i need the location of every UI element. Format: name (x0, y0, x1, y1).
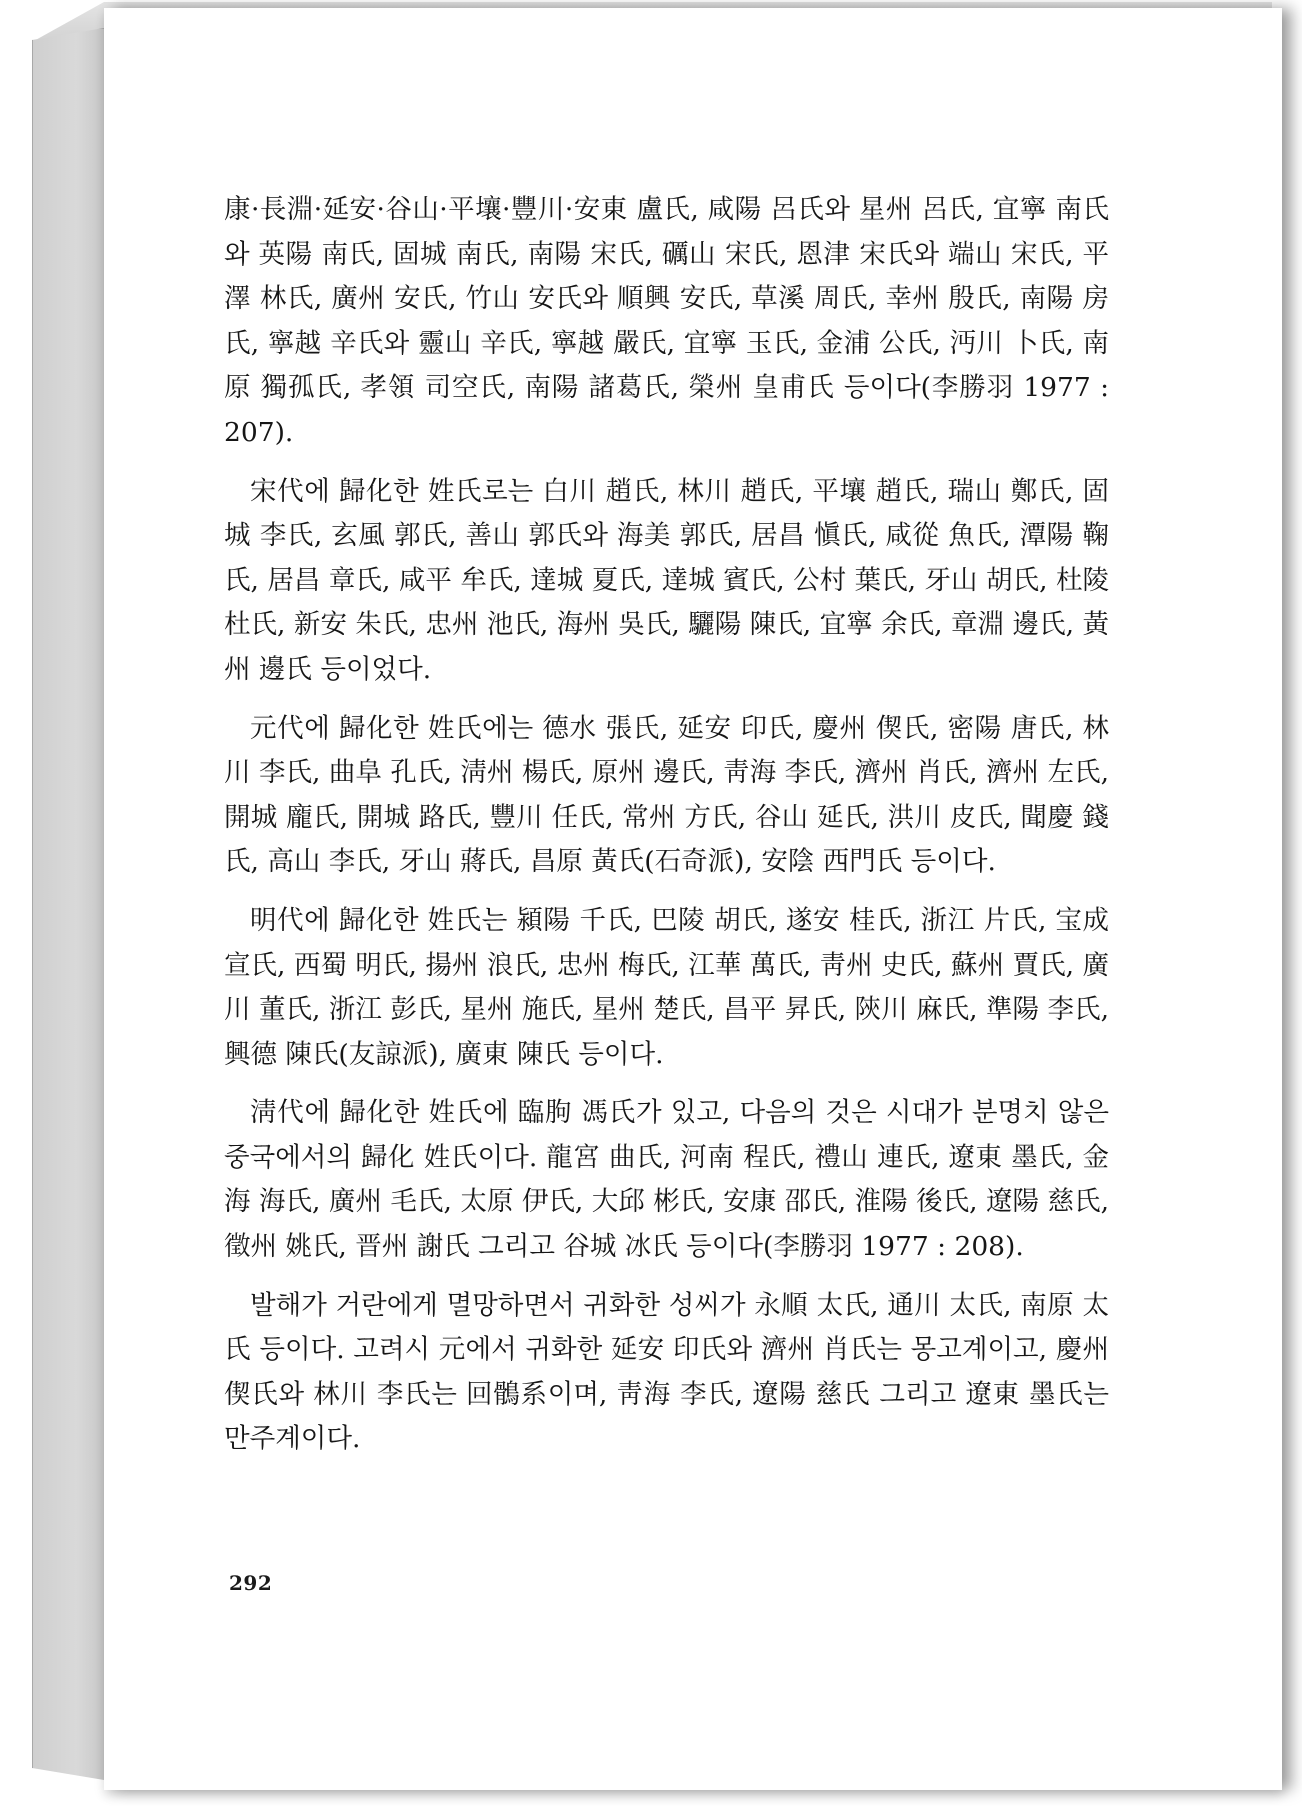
paragraph-6: 발해가 거란에게 멸망하면서 귀화한 성씨가 永順 太氏, 通川 太氏, 南原 太氏 등이다. 고려시 元에서 귀화한 延安 印氏와 濟州 肖氏는 몽고계이고, 慶州 偰氏와 林川 李氏는 回鶻系이며, 靑海 李氏, 遼陽 慈氏 그리고 遼東 墨氏는 만주계이다. (224, 1289, 1109, 1455)
paragraph-1: 康·長淵·延安·谷山·平壤·豐川·安東 盧氏, 咸陽 呂氏와 星州 呂氏, 宜寧 南氏와 英陽 南氏, 固城 南氏, 南陽 宋氏, 礪山 宋氏, 恩津 宋氏와 端山 宋氏, 平澤 林氏, 廣州 安氏, 竹山 安氏와 順興 安氏, 草溪 周氏, 幸州 殷氏, 南陽 房氏, 寧越 辛氏와 靈山 辛氏, 寧越 嚴氏, 宜寧 玉氏, 金浦 公氏, 沔川 卜氏, 南原 獨孤氏, 孝領 司空氏, 南陽 諸葛氏, 榮州 皇甫氏 등이다(李勝羽 1977 : 207). (224, 194, 1109, 448)
paragraph-2: 宋代에 歸化한 姓氏로는 白川 趙氏, 林川 趙氏, 平壤 趙氏, 瑞山 鄭氏, 固城 李氏, 玄風 郭氏, 善山 郭氏와 海美 郭氏, 居昌 愼氏, 咸從 魚氏, 潭陽 鞠氏, 居昌 章氏, 咸平 牟氏, 達城 夏氏, 達城 賓氏, 公村 葉氏, 牙山 胡氏, 杜陵 杜氏, 新安 朱氏, 忠州 池氏, 海州 吳氏, 驪陽 陳氏, 宜寧 余氏, 章淵 邊氏, 黃州 邊氏 등이었다. (224, 475, 1109, 685)
page-body-text (224, 188, 1109, 1476)
paragraph-3: 元代에 歸化한 姓氏에는 德水 張氏, 延安 印氏, 慶州 偰氏, 密陽 唐氏, 林川 李氏, 曲阜 孔氏, 淸州 楊氏, 原州 邊氏, 靑海 李氏, 濟州 肖氏, 濟州 左氏, 開城 龐氏, 開城 路氏, 豐川 任氏, 常州 方氏, 谷山 延氏, 洪川 皮氏, 聞慶 錢氏, 高山 李氏, 牙山 蔣氏, 昌原 黃氏(石奇派), 安陰 西門氏 등이다. (224, 712, 1109, 878)
book-spine (32, 28, 106, 1782)
paragraph-4: 明代에 歸化한 姓氏는 潁陽 千氏, 巴陵 胡氏, 遂安 桂氏, 浙江 片氏, 宝成 宣氏, 西蜀 明氏, 揚州 浪氏, 忠州 梅氏, 江華 萬氏, 靑州 史氏, 蘇州 賈氏, 廣川 董氏, 浙江 彭氏, 星州 施氏, 星州 楚氏, 昌平 昇氏, 陝川 麻氏, 準陽 李氏, 興德 陳氏(友諒派), 廣東 陳氏 등이다. (224, 904, 1109, 1070)
book-page (104, 8, 1282, 1790)
page-number: 292 (229, 1571, 273, 1595)
paragraph-5: 淸代에 歸化한 姓氏에 臨朐 馮氏가 있고, 다음의 것은 시대가 분명치 않은 중국에서의 歸化 姓氏이다. 龍宮 曲氏, 河南 程氏, 禮山 連氏, 遼東 墨氏, 金海 海氏, 廣州 毛氏, 太原 伊氏, 大邱 彬氏, 安康 邵氏, 淮陽 後氏, 遼陽 慈氏, 徵州 姚氏, 晋州 謝氏 그리고 谷城 冰氏 등이다(李勝羽 1977 : 208). (224, 1097, 1109, 1263)
